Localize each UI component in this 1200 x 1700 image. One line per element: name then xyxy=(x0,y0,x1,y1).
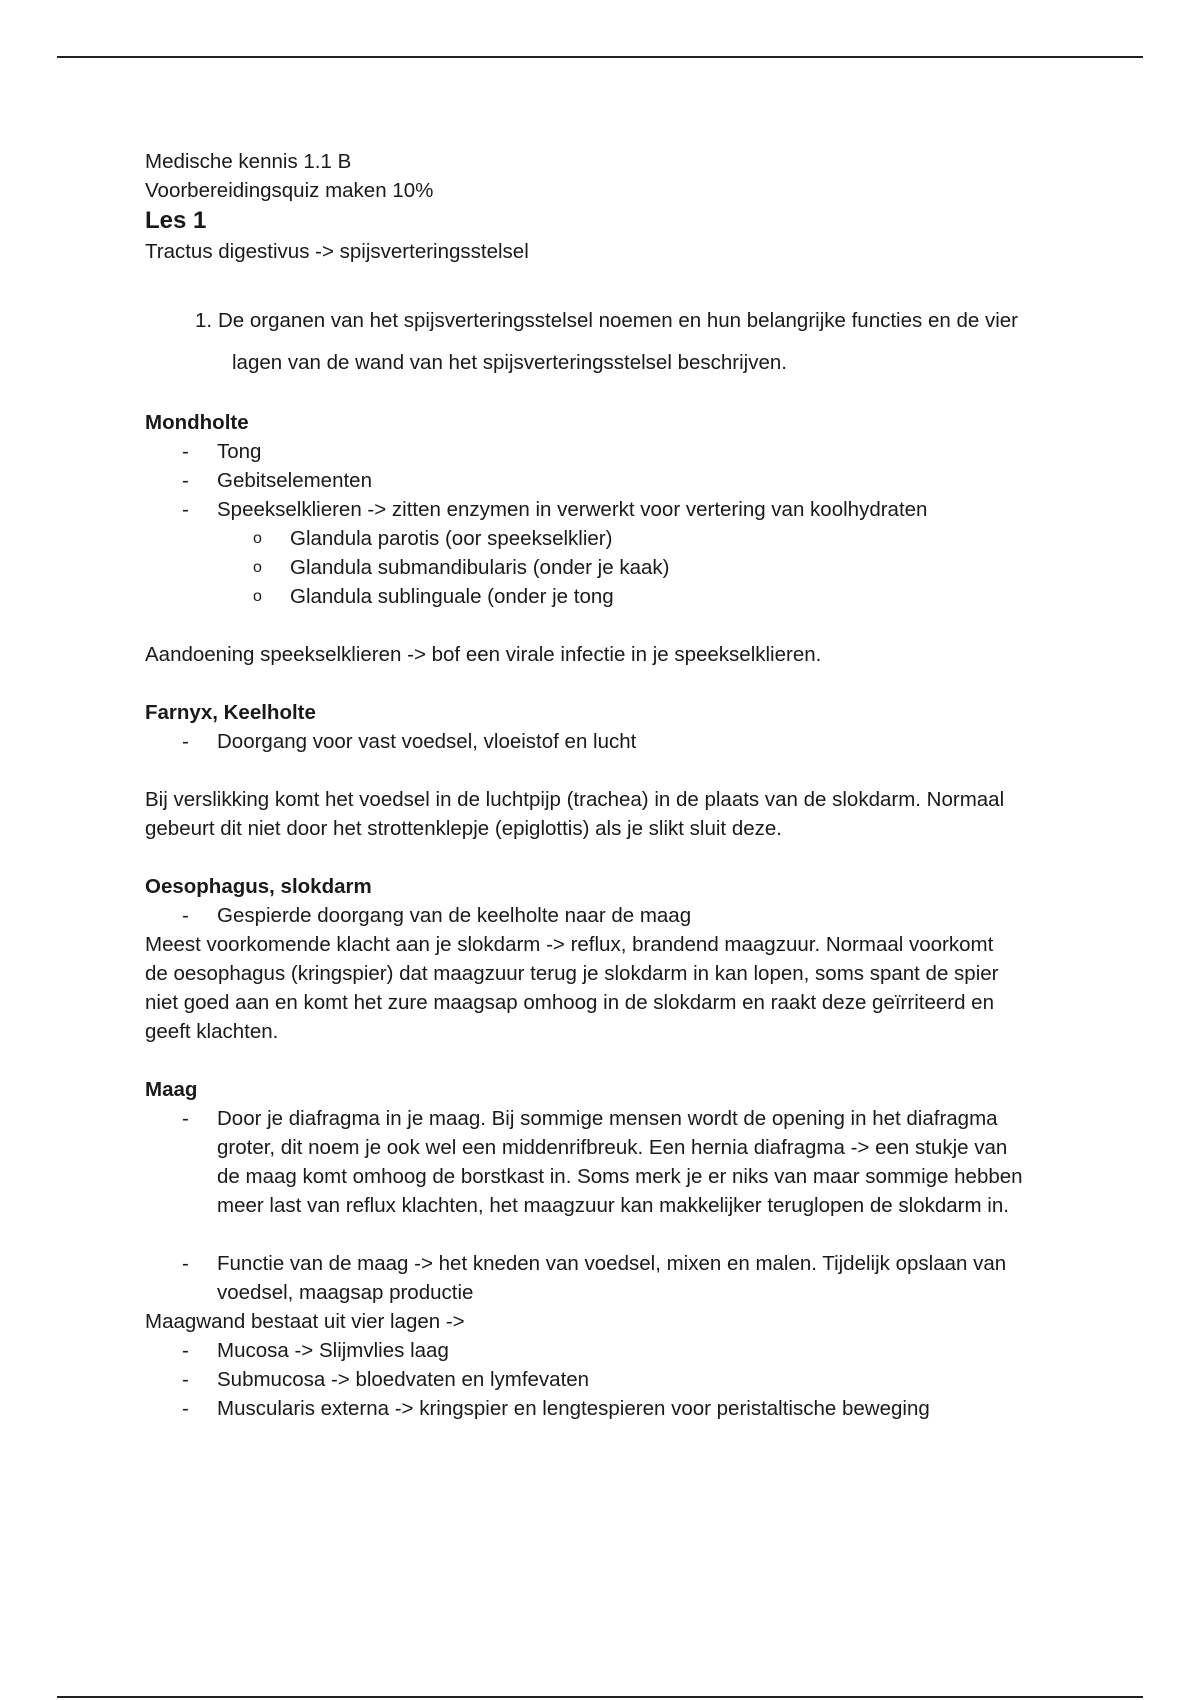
farynx-note-line-2: gebeurt dit niet door het strottenklepje (epiglottis) als je slikt sluit deze. xyxy=(145,817,782,840)
dash-bullet: - xyxy=(182,1368,189,1391)
section-heading-maag: Maag xyxy=(145,1078,198,1101)
mondholte-list xyxy=(145,437,1105,524)
dash-bullet: - xyxy=(182,904,189,927)
sub-list-item: o Glandula submandibularis (onder je kaak) xyxy=(145,553,1105,582)
oesophagus-note-line: niet goed aan en komt het zure maagsap omhoog in de slokdarm en raakt deze geïrriteerd en xyxy=(145,991,994,1014)
dash-bullet: - xyxy=(182,730,189,753)
header-rule xyxy=(57,56,1143,58)
maagwand-layers-list xyxy=(145,1336,1105,1423)
dash-bullet: - xyxy=(182,498,189,521)
list-item: - Speekselklieren -> zitten enzymen in verwerkt voor vertering van koolhydraten xyxy=(145,495,1105,524)
objective-number: 1. xyxy=(195,309,213,332)
course-title: Medische kennis 1.1 B xyxy=(145,150,352,173)
list-item: - Door je diafragma in je maag. Bij sommige mensen wordt de opening in het diafragma groter, dit noem je ook wel een middenrifbreuk. Een hernia diafragma -> een stukje van de maag komt omhoog de borstkast in. Soms merk je er niks van maar sommige hebben meer last van reflux klachten, het maagzuur kan makkelijker teruglopen de slokdarm in. xyxy=(145,1104,1105,1220)
topic-line: Tractus digestivus -> spijsverteringsstelsel xyxy=(145,240,529,263)
list-item: - Muscularis externa -> kringspier en lengtespieren voor peristaltische beweging xyxy=(145,1394,1105,1423)
list-item: - Mucosa -> Slijmvlies laag xyxy=(145,1336,1105,1365)
farynx-list xyxy=(145,727,1105,756)
speekselklieren-sublist xyxy=(145,524,1105,611)
dash-bullet: - xyxy=(182,1107,189,1130)
section-heading-mondholte: Mondholte xyxy=(145,411,249,434)
oesophagus-note-line: Meest voorkomende klacht aan je slokdarm -> reflux, brandend maagzuur. Normaal voorkomt xyxy=(145,933,994,956)
dash-bullet: - xyxy=(182,1339,189,1362)
circle-bullet: o xyxy=(253,530,262,547)
learning-objective xyxy=(145,300,1105,384)
section-heading-farynx: Farnyx, Keelholte xyxy=(145,701,316,724)
oesophagus-list xyxy=(145,901,1105,930)
lesson-title: Les 1 xyxy=(145,207,207,234)
sub-list-item: o Glandula sublinguale (onder je tong xyxy=(145,582,1105,611)
quiz-note: Voorbereidingsquiz maken 10% xyxy=(145,179,434,202)
mondholte-note: Aandoening speekselklieren -> bof een virale infectie in je speekselklieren. xyxy=(145,643,822,666)
circle-bullet: o xyxy=(253,559,262,576)
dash-bullet: - xyxy=(182,469,189,492)
list-item: - Functie van de maag -> het kneden van voedsel, mixen en malen. Tijdelijk opslaan van voedsel, maagsap productie xyxy=(145,1249,1105,1307)
maag-list xyxy=(145,1104,1105,1307)
list-item: - Doorgang voor vast voedsel, vloeistof en lucht xyxy=(145,727,1105,756)
oesophagus-note-line: de oesophagus (kringspier) dat maagzuur terug je slokdarm in kan lopen, soms spant de spier xyxy=(145,962,999,985)
oesophagus-note-line: geeft klachten. xyxy=(145,1020,279,1043)
list-item: - Gebitselementen xyxy=(145,466,1105,495)
farynx-note-line-1: Bij verslikking komt het voedsel in de luchtpijp (trachea) in de plaats van de slokdarm. Normaal xyxy=(145,788,1005,811)
list-item: - Tong xyxy=(145,437,1105,466)
dash-bullet: - xyxy=(182,1397,189,1420)
document-body xyxy=(145,147,1105,1423)
objective-line-1: De organen van het spijsverteringsstelsel noemen en hun belangrijke functies en de vier xyxy=(218,309,1018,332)
section-heading-oesophagus: Oesophagus, slokdarm xyxy=(145,875,372,898)
dash-bullet: - xyxy=(182,440,189,463)
list-item: - Submucosa -> bloedvaten en lymfevaten xyxy=(145,1365,1105,1394)
dash-bullet: - xyxy=(182,1252,189,1275)
maagwand-intro: Maagwand bestaat uit vier lagen -> xyxy=(145,1310,465,1333)
list-item: - Gespierde doorgang van de keelholte naar de maag xyxy=(145,901,1105,930)
sub-list-item: o Glandula parotis (oor speekselklier) xyxy=(145,524,1105,553)
footer-rule xyxy=(57,1696,1143,1698)
circle-bullet: o xyxy=(253,588,262,605)
objective-line-2: lagen van de wand van het spijsverteringsstelsel beschrijven. xyxy=(232,351,787,374)
